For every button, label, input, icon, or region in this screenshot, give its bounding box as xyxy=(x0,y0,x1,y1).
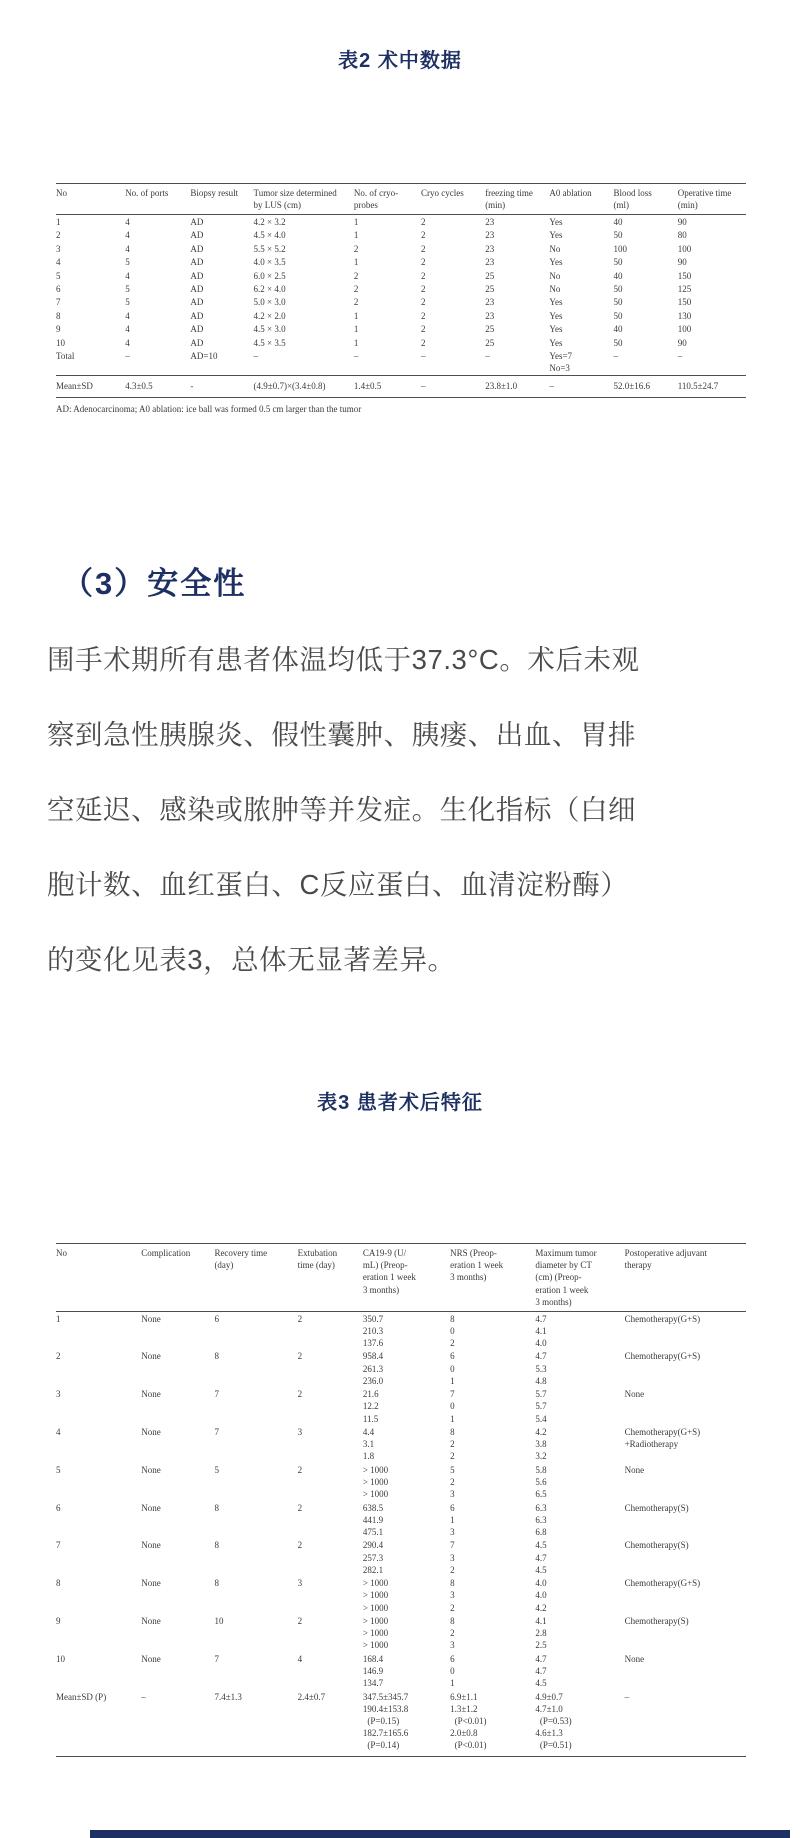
table-cell: 6 xyxy=(56,1502,61,1513)
table-cell: 90 xyxy=(677,337,687,348)
table-cell: Yes xyxy=(549,297,563,308)
table-cell: 8 xyxy=(56,310,61,321)
table-cell: AD xyxy=(190,297,204,308)
table-cell: 2 xyxy=(421,270,426,281)
table-cell: Maximum tumor diameter by CT (cm) (Preop- eration 1 week 3 months) xyxy=(535,1244,624,1312)
table-cell: None xyxy=(141,1653,161,1664)
table-cell: 1 xyxy=(353,257,359,268)
table-cell: 50 xyxy=(613,283,623,294)
table-cell: Yes xyxy=(549,324,563,335)
table-cell: 23 xyxy=(485,297,495,308)
table-cell: 5.8 5.6 6.5 xyxy=(535,1464,547,1500)
table-cell: 1 xyxy=(353,217,359,227)
table-cell: AD xyxy=(190,310,204,321)
table-cell: 2 xyxy=(421,337,426,348)
table-cell: 7 xyxy=(56,297,61,308)
table-cell: AD xyxy=(190,217,204,227)
table-cell: 125 xyxy=(677,283,692,294)
table-cell: 2 xyxy=(421,324,426,335)
table-cell: 4.7 5.3 4.8 xyxy=(535,1351,547,1386)
table-cell: 5 xyxy=(125,257,130,268)
table-cell: 150 xyxy=(677,270,692,281)
table-cell: 2 xyxy=(297,1389,303,1400)
table-cell: Postoperative adjuvant therapy xyxy=(625,1244,746,1312)
table-cell: 130 xyxy=(677,310,692,321)
table-cell: 23 xyxy=(485,257,495,268)
table-cell: 5.5 × 5.2 xyxy=(253,243,286,254)
table-cell: 5 xyxy=(56,270,61,281)
table-cell: No xyxy=(549,283,561,294)
table-cell: 6.2 × 4.0 xyxy=(253,283,286,294)
table-cell: None xyxy=(141,1389,161,1400)
table-cell: 1 xyxy=(353,337,359,348)
table-cell: AD xyxy=(190,257,204,268)
table-cell: 25 xyxy=(485,324,495,335)
table-cell: 4.5 4.7 4.5 xyxy=(535,1540,547,1575)
table-cell: AD xyxy=(190,324,204,335)
table-row xyxy=(56,1690,746,1756)
table-row xyxy=(56,256,746,269)
intraoperative-data-table xyxy=(56,183,746,398)
table-row xyxy=(56,229,746,242)
table3-title: 表3 患者术后特征 xyxy=(317,1092,483,1114)
table-cell: 7 3 2 xyxy=(450,1540,455,1575)
table-cell: 6 1 3 xyxy=(450,1502,455,1537)
table2-title: 表2 术中数据 xyxy=(338,50,462,72)
table-cell: 7 xyxy=(214,1427,219,1437)
table-cell: Chemotherapy(S) xyxy=(624,1540,689,1551)
table-cell: 4.4 3.1 1.8 xyxy=(362,1427,375,1462)
table-cell: 5 2 3 xyxy=(450,1464,455,1500)
table-cell: 4.2 × 2.0 xyxy=(253,310,286,321)
table-row xyxy=(56,269,746,282)
table-cell: > 1000 > 1000 > 1000 xyxy=(362,1578,389,1613)
table-cell: 23 xyxy=(485,310,495,321)
text-line: 围手术期所有患者体温均低于37.3°C。术后未观 xyxy=(47,644,640,675)
table-cell: Yes xyxy=(549,337,563,348)
table-cell: 5 xyxy=(125,297,130,308)
table-cell: Mean±SD (P) xyxy=(56,1691,107,1702)
table-row xyxy=(56,1577,746,1615)
table-cell: 23 xyxy=(485,230,495,241)
table-cell: 2 xyxy=(421,310,426,321)
table-cell: Yes xyxy=(549,310,563,321)
table-cell: 23 xyxy=(485,243,495,254)
table-cell: 2 xyxy=(353,270,359,281)
table-cell: 90 xyxy=(677,217,687,227)
table-cell: 2 xyxy=(353,297,359,308)
table-cell: 8 xyxy=(214,1540,219,1551)
table-cell: Chemotherapy(G+S) xyxy=(624,1578,701,1589)
text-line: 察到急性胰腺炎、假性囊肿、胰瘘、出血、胃排 xyxy=(47,719,637,750)
table-cell: 150 xyxy=(677,297,692,308)
table-cell: 50 xyxy=(613,297,623,308)
table-cell: 6 0 1 xyxy=(450,1351,455,1386)
table-cell: AD=10 xyxy=(190,350,218,361)
table-cell: freezing time (min) xyxy=(485,184,549,215)
table-cell: 6 0 1 xyxy=(450,1653,455,1689)
text-line: 空延迟、感染或脓肿等并发症。生化指标（白细 xyxy=(47,794,637,825)
table-row xyxy=(56,296,746,309)
table-cell: 4 xyxy=(125,230,130,241)
table-row xyxy=(56,282,746,295)
safety-section-heading: （3）安全性 xyxy=(62,566,247,601)
table-cell: 40 xyxy=(613,217,623,227)
table-cell: > 1000 > 1000 > 1000 xyxy=(362,1615,389,1651)
table-cell: No xyxy=(56,1244,141,1312)
table-row xyxy=(56,1463,746,1501)
table-cell: 5.0 × 3.0 xyxy=(253,297,286,308)
table-cell: 6.3 6.3 6.8 xyxy=(535,1502,547,1537)
table-cell: 958.4 261.3 236.0 xyxy=(362,1351,384,1386)
table-cell: – xyxy=(421,375,485,397)
table-cell: 50 xyxy=(613,257,623,268)
table-cell: – xyxy=(485,350,490,361)
text-line: 胞计数、血红蛋白、C反应蛋白、血清淀粉酶） xyxy=(47,869,629,900)
table-cell: 10 xyxy=(56,337,65,348)
table-row xyxy=(56,1350,746,1388)
table-row xyxy=(56,215,746,229)
table-cell: 4.5 × 4.0 xyxy=(253,230,286,241)
table-cell: A0 ablation xyxy=(549,184,613,215)
table-cell: None xyxy=(141,1427,161,1437)
table-cell: 25 xyxy=(485,337,495,348)
table-cell: NRS (Preop- eration 1 week 3 months) xyxy=(450,1244,535,1312)
table-cell: 4.7 4.7 4.5 xyxy=(535,1653,547,1689)
table-cell: 1 xyxy=(56,1313,61,1324)
table-header-row xyxy=(56,184,746,215)
table-cell: None xyxy=(141,1502,161,1513)
table-cell: No. of cryo- probes xyxy=(354,184,421,215)
table-cell: 8 xyxy=(214,1351,219,1362)
table-cell: Yes xyxy=(549,217,563,227)
table-cell: Total xyxy=(56,350,75,361)
table-cell: Chemotherapy(S) xyxy=(624,1502,689,1513)
table-cell: 4 xyxy=(297,1653,303,1664)
table-cell: AD xyxy=(190,230,204,241)
table-cell: 8 2 2 xyxy=(450,1427,455,1462)
table-cell: 1 xyxy=(353,324,359,335)
table-cell: 4.7 4.1 4.0 xyxy=(535,1313,547,1349)
table-cell: 50 xyxy=(613,230,623,241)
table-cell: – xyxy=(677,350,683,361)
table3-container xyxy=(56,1243,746,1757)
table-cell: 4.9±0.7 4.7±1.0 (P=0.53) 4.6±1.3 (P=0.51) xyxy=(535,1691,572,1751)
table-cell: 8 xyxy=(56,1578,61,1589)
table-cell: 8 0 2 xyxy=(450,1313,455,1349)
table-cell: AD xyxy=(190,283,204,294)
table-cell: 4.1 2.8 2.5 xyxy=(535,1615,547,1651)
table-cell: Yes xyxy=(549,257,563,268)
table-cell: No xyxy=(56,184,125,215)
table-cell: No xyxy=(549,270,561,281)
table-cell: AD xyxy=(190,270,204,281)
table-cell: 350.7 210.3 137.6 xyxy=(362,1313,384,1349)
table-cell: 100 xyxy=(677,324,692,335)
table-cell: 6 xyxy=(214,1313,219,1324)
table-cell: 4.0 × 3.5 xyxy=(253,257,286,268)
text-line: 的变化见表3，总体无显著差异。 xyxy=(47,944,456,975)
table-row xyxy=(56,1388,746,1426)
table-cell: None xyxy=(624,1389,645,1400)
table-cell: 2 xyxy=(297,1464,303,1475)
table-row xyxy=(56,1539,746,1577)
table-cell: 6 xyxy=(56,283,61,294)
table-cell: 52.0±16.6 xyxy=(614,375,678,397)
table-cell: 7 0 1 xyxy=(450,1389,455,1424)
table-cell: 168.4 146.9 134.7 xyxy=(362,1653,384,1689)
table-cell: Mean±SD xyxy=(56,375,125,397)
table-cell: No. of ports xyxy=(125,184,190,215)
table-cell: No xyxy=(549,243,561,254)
table-cell: 2 xyxy=(421,283,426,294)
table-cell: 2 xyxy=(297,1615,303,1626)
table-header-row xyxy=(56,1244,746,1312)
table-cell: 100 xyxy=(677,243,692,254)
table-row xyxy=(56,323,746,336)
table-row xyxy=(56,1614,746,1652)
table-cell: 5 xyxy=(56,1464,61,1475)
table-cell: None xyxy=(141,1540,161,1551)
table-cell: 21.6 12.2 11.5 xyxy=(362,1389,379,1424)
table-cell: 4 xyxy=(125,217,130,227)
table-cell: 1.4±0.5 xyxy=(354,375,421,397)
table-cell: – xyxy=(624,1691,630,1702)
table-cell: 4 xyxy=(56,257,61,268)
table-cell: 3 xyxy=(56,1389,61,1400)
table-cell: 8 xyxy=(214,1502,219,1513)
table-cell: – xyxy=(253,350,259,361)
table-row xyxy=(56,349,746,375)
table-cell: 4.5 × 3.0 xyxy=(253,324,286,335)
table-cell: 25 xyxy=(485,270,495,281)
table-cell: Recovery time (day) xyxy=(214,1244,297,1312)
table-cell: None xyxy=(141,1578,161,1589)
table2-container xyxy=(56,183,746,414)
table-cell: 4 xyxy=(125,270,130,281)
table-cell: Chemotherapy(G+S) xyxy=(624,1313,701,1324)
table-cell: Chemotherapy(S) xyxy=(624,1615,689,1626)
table-cell: Yes=7 No=3 xyxy=(549,350,573,374)
table-cell: Cryo cycles xyxy=(421,184,485,215)
table-cell: 1 xyxy=(353,310,359,321)
table-cell: 80 xyxy=(677,230,687,241)
table2-footnote: AD: Adenocarcinoma; A0 ablation: ice ball was formed 0.5 cm larger than the tumor xyxy=(56,404,362,415)
table-row xyxy=(56,309,746,322)
table-cell: 2 xyxy=(56,1351,61,1362)
table-cell: Chemotherapy(G+S) +Radiotherapy xyxy=(624,1427,701,1450)
table-cell: – xyxy=(421,350,426,361)
table-cell: Blood loss (ml) xyxy=(614,184,678,215)
table-cell: 4.2 3.8 3.2 xyxy=(535,1427,547,1462)
table-cell: Operative time (min) xyxy=(678,184,746,215)
table-cell: 7 xyxy=(214,1389,219,1400)
table-cell: 4.3±0.5 xyxy=(125,375,190,397)
table-cell: 8 3 2 xyxy=(450,1578,455,1613)
table-cell: 7 xyxy=(214,1653,219,1664)
table-cell: 7.4±1.3 xyxy=(214,1691,242,1702)
table-cell: (4.9±0.7)×(3.4±0.8) xyxy=(254,375,354,397)
table-row xyxy=(56,375,746,397)
table-cell: 3 xyxy=(297,1427,303,1437)
table-cell: Extubation time (day) xyxy=(298,1244,363,1312)
table-cell: 90 xyxy=(677,257,687,268)
table-cell: 2 xyxy=(353,243,359,254)
table-cell: 2 xyxy=(56,230,61,241)
table-cell: None xyxy=(141,1351,161,1362)
table-cell: 290.4 257.3 282.1 xyxy=(362,1540,384,1575)
table-cell: None xyxy=(624,1464,645,1475)
table-cell: AD xyxy=(190,337,204,348)
table-cell: CA19-9 (U/ mL) (Preop- eration 1 week 3 months) xyxy=(363,1244,450,1312)
table-cell: 23 xyxy=(485,217,495,227)
table-cell: 4.0 4.0 4.2 xyxy=(535,1578,547,1613)
table-cell: 40 xyxy=(613,324,623,335)
table-cell: 8 2 3 xyxy=(450,1615,455,1651)
table-cell: Yes xyxy=(549,230,563,241)
table-cell: None xyxy=(624,1653,645,1664)
table-cell: – xyxy=(353,350,359,361)
table-cell: 3 xyxy=(297,1578,303,1589)
table-cell: – xyxy=(549,375,613,397)
table-cell: 50 xyxy=(613,310,623,321)
table-cell: 2 xyxy=(421,257,426,268)
safety-paragraph xyxy=(47,622,761,997)
table-cell: 8 xyxy=(214,1578,219,1589)
table-cell: 9 xyxy=(56,1615,61,1626)
table-cell: 4 xyxy=(56,1427,61,1437)
table-row xyxy=(56,1312,746,1350)
table-cell: 4.2 × 3.2 xyxy=(253,217,286,227)
table-cell: 40 xyxy=(613,270,623,281)
table-cell: 2 xyxy=(421,217,426,227)
table-cell: 2 xyxy=(297,1313,303,1324)
table-cell: 5.7 5.7 5.4 xyxy=(535,1389,547,1424)
table-cell: - xyxy=(190,375,253,397)
table-cell: 5 xyxy=(125,283,130,294)
table-cell: 100 xyxy=(613,243,628,254)
table-cell: 2 xyxy=(421,243,426,254)
table-cell: > 1000 > 1000 > 1000 xyxy=(362,1464,389,1500)
table-cell: Biopsy result xyxy=(190,184,253,215)
table-cell: 10 xyxy=(214,1615,224,1626)
table-cell: None xyxy=(141,1464,161,1475)
table-cell: 2 xyxy=(421,230,426,241)
table-cell: – xyxy=(125,350,130,361)
table-cell: AD xyxy=(190,243,204,254)
table-cell: Complication xyxy=(141,1244,214,1312)
table-cell: 2 xyxy=(353,283,359,294)
table-row xyxy=(56,1425,746,1463)
table-cell: Chemotherapy(G+S) xyxy=(624,1351,701,1362)
table-cell: 638.5 441.9 475.1 xyxy=(362,1502,384,1537)
table-cell: 50 xyxy=(613,337,623,348)
table-cell: 4 xyxy=(125,324,130,335)
table-cell: 4.5 × 3.5 xyxy=(253,337,286,348)
table-cell: 6.0 × 2.5 xyxy=(253,270,286,281)
table-cell: – xyxy=(141,1691,146,1702)
table-cell: 10 xyxy=(56,1653,65,1664)
table-row xyxy=(56,1501,746,1539)
table-row xyxy=(56,242,746,255)
table-cell: 23.8±1.0 xyxy=(485,375,549,397)
table-cell: Tumor size determined by LUS (cm) xyxy=(254,184,354,215)
table-cell: None xyxy=(141,1313,161,1324)
table-cell: 4 xyxy=(125,310,130,321)
table-cell: 2 xyxy=(297,1351,303,1362)
table-cell: 7 xyxy=(56,1540,61,1551)
table-cell: 110.5±24.7 xyxy=(678,375,746,397)
table-cell: 1 xyxy=(353,230,359,241)
table-cell: – xyxy=(613,350,619,361)
table-cell: 1 xyxy=(56,217,61,227)
table-cell: 4 xyxy=(125,337,130,348)
table-cell: 2 xyxy=(297,1540,303,1551)
table-row xyxy=(56,336,746,349)
table-row xyxy=(56,1652,746,1690)
table-cell: 2.4±0.7 xyxy=(297,1691,326,1702)
table-cell: 9 xyxy=(56,324,61,335)
table-cell: 2 xyxy=(297,1502,303,1513)
table-cell: 5 xyxy=(214,1464,219,1475)
bottom-accent-bar xyxy=(90,1830,790,1838)
table-cell: 3 xyxy=(56,243,61,254)
postoperative-characteristics-table xyxy=(56,1243,746,1757)
table-cell: 25 xyxy=(485,283,495,294)
table-cell: None xyxy=(141,1615,161,1626)
table-cell: 347.5±345.7 190.4±153.8 (P=0.15) 182.7±165.6 (P=0.14) xyxy=(362,1691,409,1751)
table-cell: 4 xyxy=(125,243,130,254)
table-cell: 6.9±1.1 1.3±1.2 (P<0.01) 2.0±0.8 (P<0.01) xyxy=(450,1691,487,1751)
table-cell: 2 xyxy=(421,297,426,308)
